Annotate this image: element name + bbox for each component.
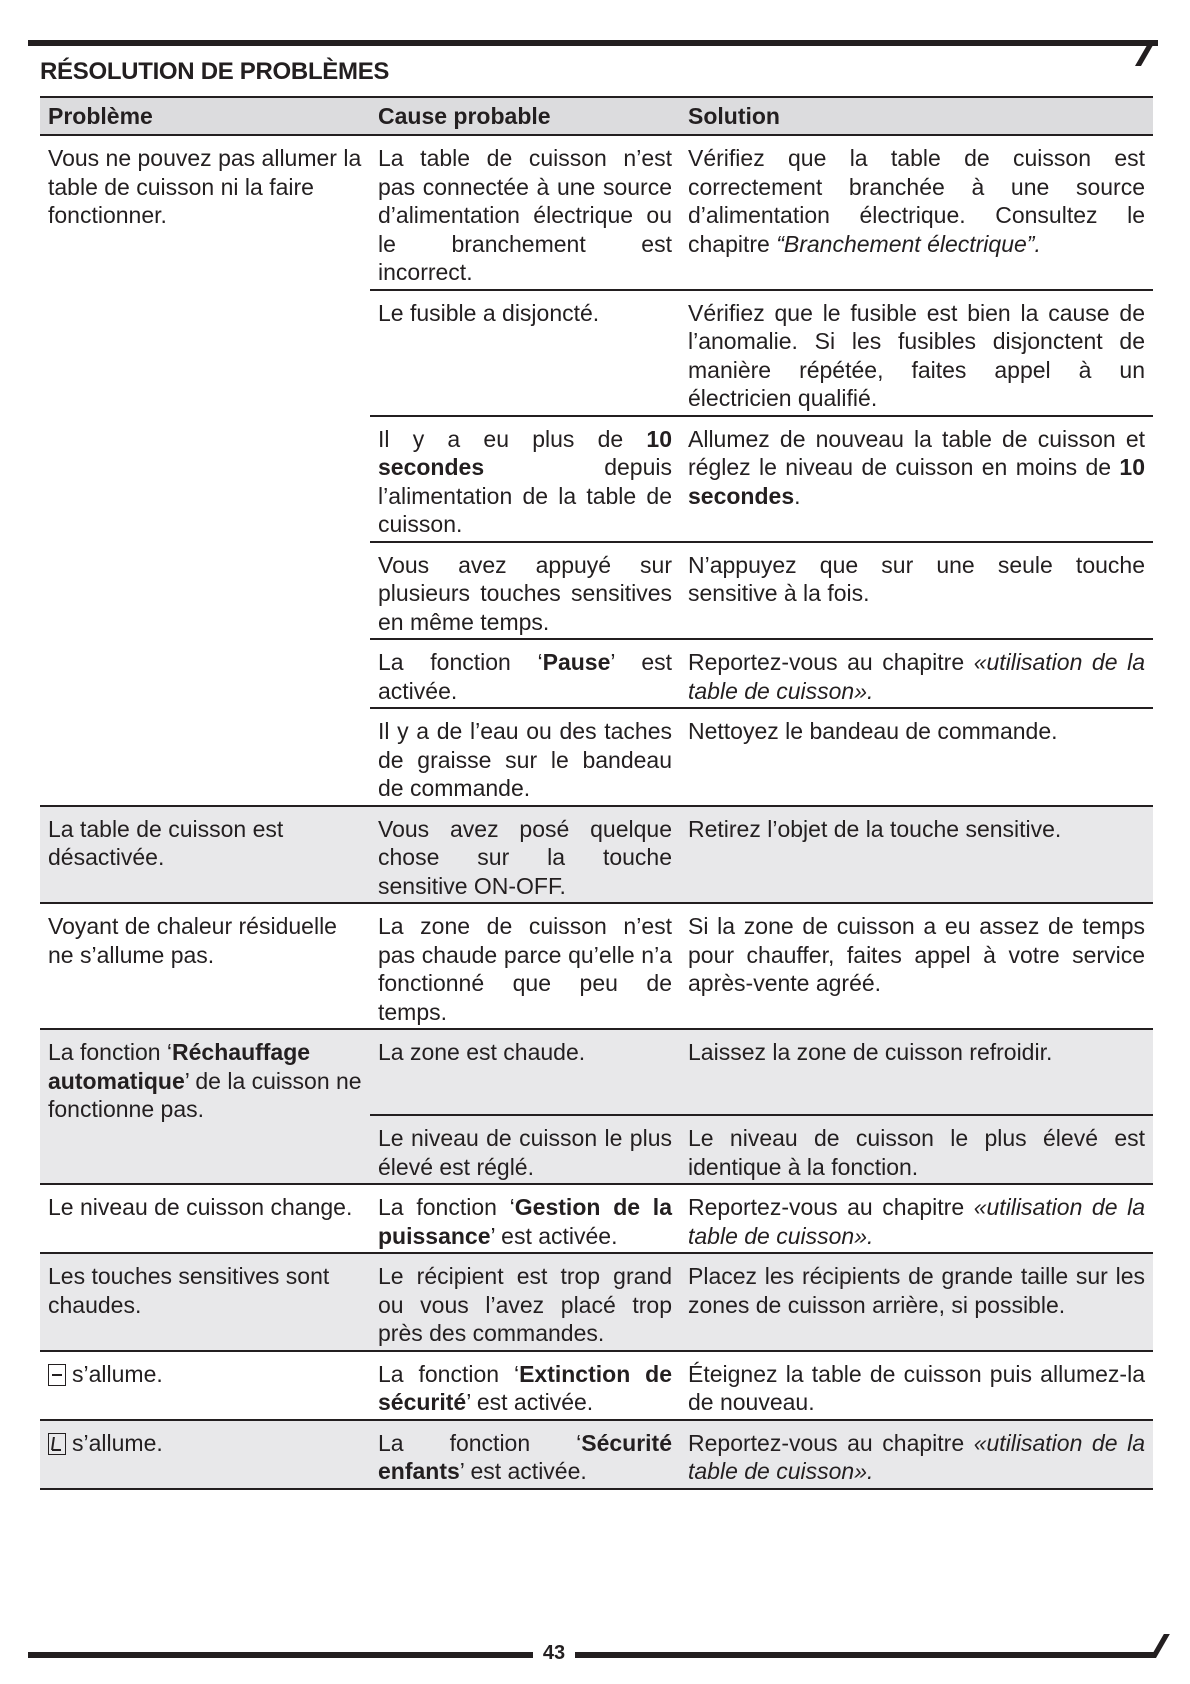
problem-cell: Voyant de chaleur résiduelle ne s’allume pas. [48,913,337,968]
cause-cell: La zone de cuisson n’est pas chaude parce qu’elle n’a fonctionné que peu de temps. [378,913,672,1025]
solution-cell: Reportez-vous au chapitre «utilisation de la table de cuisson». [680,1420,1153,1489]
cause-cell: La fonction ‘Extinction de sécurité’ est activée. [378,1360,673,1415]
problem-cell: Les touches sensitives sont chaudes. [40,1253,370,1351]
problem-cell: s’allume. [40,1351,370,1420]
top-rule [28,40,1158,46]
cause-cell: La fonction ‘Pause’ est activée. [378,649,673,704]
solution-cell: Éteignez la table de cuisson puis allumez-la de nouveau. [688,1360,1145,1415]
cause-cell: Le fusible a disjoncté. [378,299,600,326]
solution-cell: Placez les récipients de grande taille sur les zones de cuisson arrière, si possible. [680,1253,1153,1351]
problem-cell: La table de cuisson est désactivée. [40,806,370,904]
cause-cell: Le récipient est trop grand ou vous l’avez placé trop près des commandes. [370,1253,680,1351]
solution-cell: Vérifiez que le fusible est bien la cause de l’anomalie. Si les fusibles disjonctent de manière répétée, faites appel à un électricien qualifié. [688,299,1145,411]
cause-cell: Il y a eu plus de 10 secondes depuis l’alimentation de la table de cuisson. [378,425,672,537]
solution-cell: Nettoyez le bandeau de commande. [688,718,1058,744]
header-cause: Cause probable [370,97,680,135]
cause-cell: Il y a de l’eau ou des taches de graisse sur le bandeau de commande. [378,718,672,801]
cause-cell: Vous avez appuyé sur plusieurs touches sensitives en même temps. [378,551,672,635]
table-header-row [40,97,1153,135]
troubleshooting-table [40,96,1153,1490]
cause-cell: La fonction ‘Gestion de la puissance’ est activée. [378,1194,672,1249]
cause-cell: La fonction ‘Sécurité enfants’ est activée. [370,1420,680,1489]
solution-cell: Reportez-vous au chapitre «utilisation de la table de cuisson». [688,649,1145,704]
cause-cell: Vous avez posé quelque chose sur la touche sensitive ON-OFF. [370,806,680,904]
problem-cell: Le niveau de cuisson change. [48,1194,353,1220]
table-row [40,1029,1153,1115]
solution-cell: Vérifiez que la table de cuisson est correctement branchée à une source d’alimentation électrique. Consultez le chapitre “Branchement électrique”. [688,145,1145,257]
section-title: RÉSOLUTION DE PROBLÈMES [40,58,390,85]
table-row [40,135,1153,290]
solution-cell: Allumez de nouveau la table de cuisson et réglez le niveau de cuisson en moins de 10 secondes. [688,425,1145,509]
dash-display-icon [48,1364,66,1386]
page-number: 43 [542,1642,566,1664]
table-row [40,1420,1153,1489]
table-row [40,903,1153,1029]
bottom-rule-left [28,1652,533,1658]
cause-cell: La table de cuisson n’est pas connectée à une source d’alimentation électrique ou le branchement est incorrect. [378,145,672,285]
table-row [40,806,1153,904]
header-solution: Solution [680,97,1153,135]
problem-cell: Vous ne pouvez pas allumer la table de cuisson ni la faire fonctionner. [40,135,370,806]
solution-cell: N’appuyez que sur une seule touche sensitive à la fois. [688,551,1145,606]
solution-cell: Laissez la zone de cuisson refroidir. [680,1029,1153,1115]
cause-cell: La zone est chaude. [370,1029,680,1115]
cause-cell: Le niveau de cuisson le plus élevé est réglé. [370,1115,680,1184]
table-row [40,1184,1153,1253]
header-problem: Problème [40,97,370,135]
solution-cell: Retirez l’objet de la touche sensitive. [680,806,1153,904]
table-row [40,1351,1153,1420]
bottom-rule-right [575,1652,1155,1658]
table-row [40,1253,1153,1351]
lock-display-icon [48,1433,66,1455]
bottom-rule-hook [1150,1634,1170,1658]
solution-cell: Le niveau de cuisson le plus élevé est identique à la fonction. [680,1115,1153,1184]
solution-cell: Reportez-vous au chapitre «utilisation de la table de cuisson». [688,1194,1145,1249]
solution-cell: Si la zone de cuisson a eu assez de temps pour chauffer, faites appel à votre service après-vente agréé. [688,913,1145,996]
problem-cell: s’allume. [40,1420,370,1489]
problem-cell: La fonction ‘Réchauffage automatique’ de la cuisson ne fonctionne pas. [40,1029,370,1184]
